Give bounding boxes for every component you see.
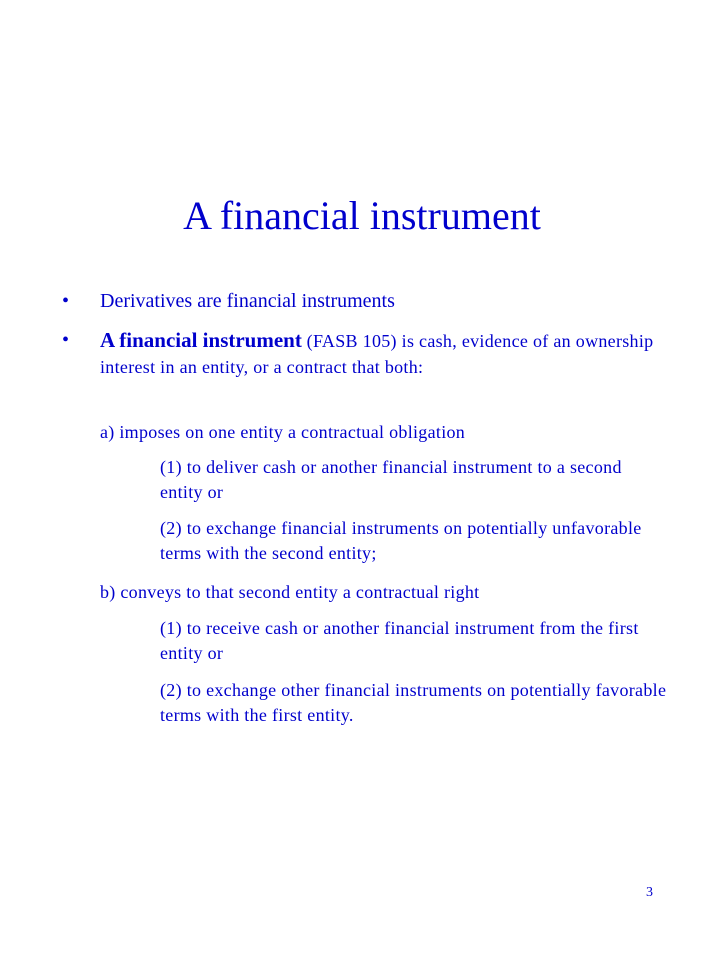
bullet-marker: • — [62, 290, 70, 312]
clause-a-item-1: (1) to deliver cash or another financial instrument to a second entity or — [160, 457, 622, 502]
page-number: 3 — [646, 885, 653, 900]
clause-b-item-1: (1) to receive cash or another financial instrument from the first entity or — [160, 618, 639, 663]
bullet-definition — [62, 327, 660, 380]
bullet-strong-term: A financial instrument — [100, 328, 302, 352]
slide-title: A financial instrument — [183, 193, 541, 238]
clause-b-item-2: (2) to exchange other financial instruments on potentially favorable terms with the first entity. — [160, 680, 667, 725]
bullet-text: Derivatives are financial instruments — [100, 290, 395, 312]
bullet-marker: • — [62, 329, 70, 351]
clause-a: a) imposes on one entity a contractual obligation — [100, 422, 466, 442]
bullet-derivatives — [62, 288, 660, 314]
clause-b: b) conveys to that second entity a contractual right — [100, 582, 480, 602]
bullet-text: (FASB 105) is cash, evidence of an ownership interest in an entity, or a contract that both: — [100, 331, 654, 377]
clause-a-item-2: (2) to exchange financial instruments on potentially unfavorable terms with the second entity; — [160, 518, 642, 563]
